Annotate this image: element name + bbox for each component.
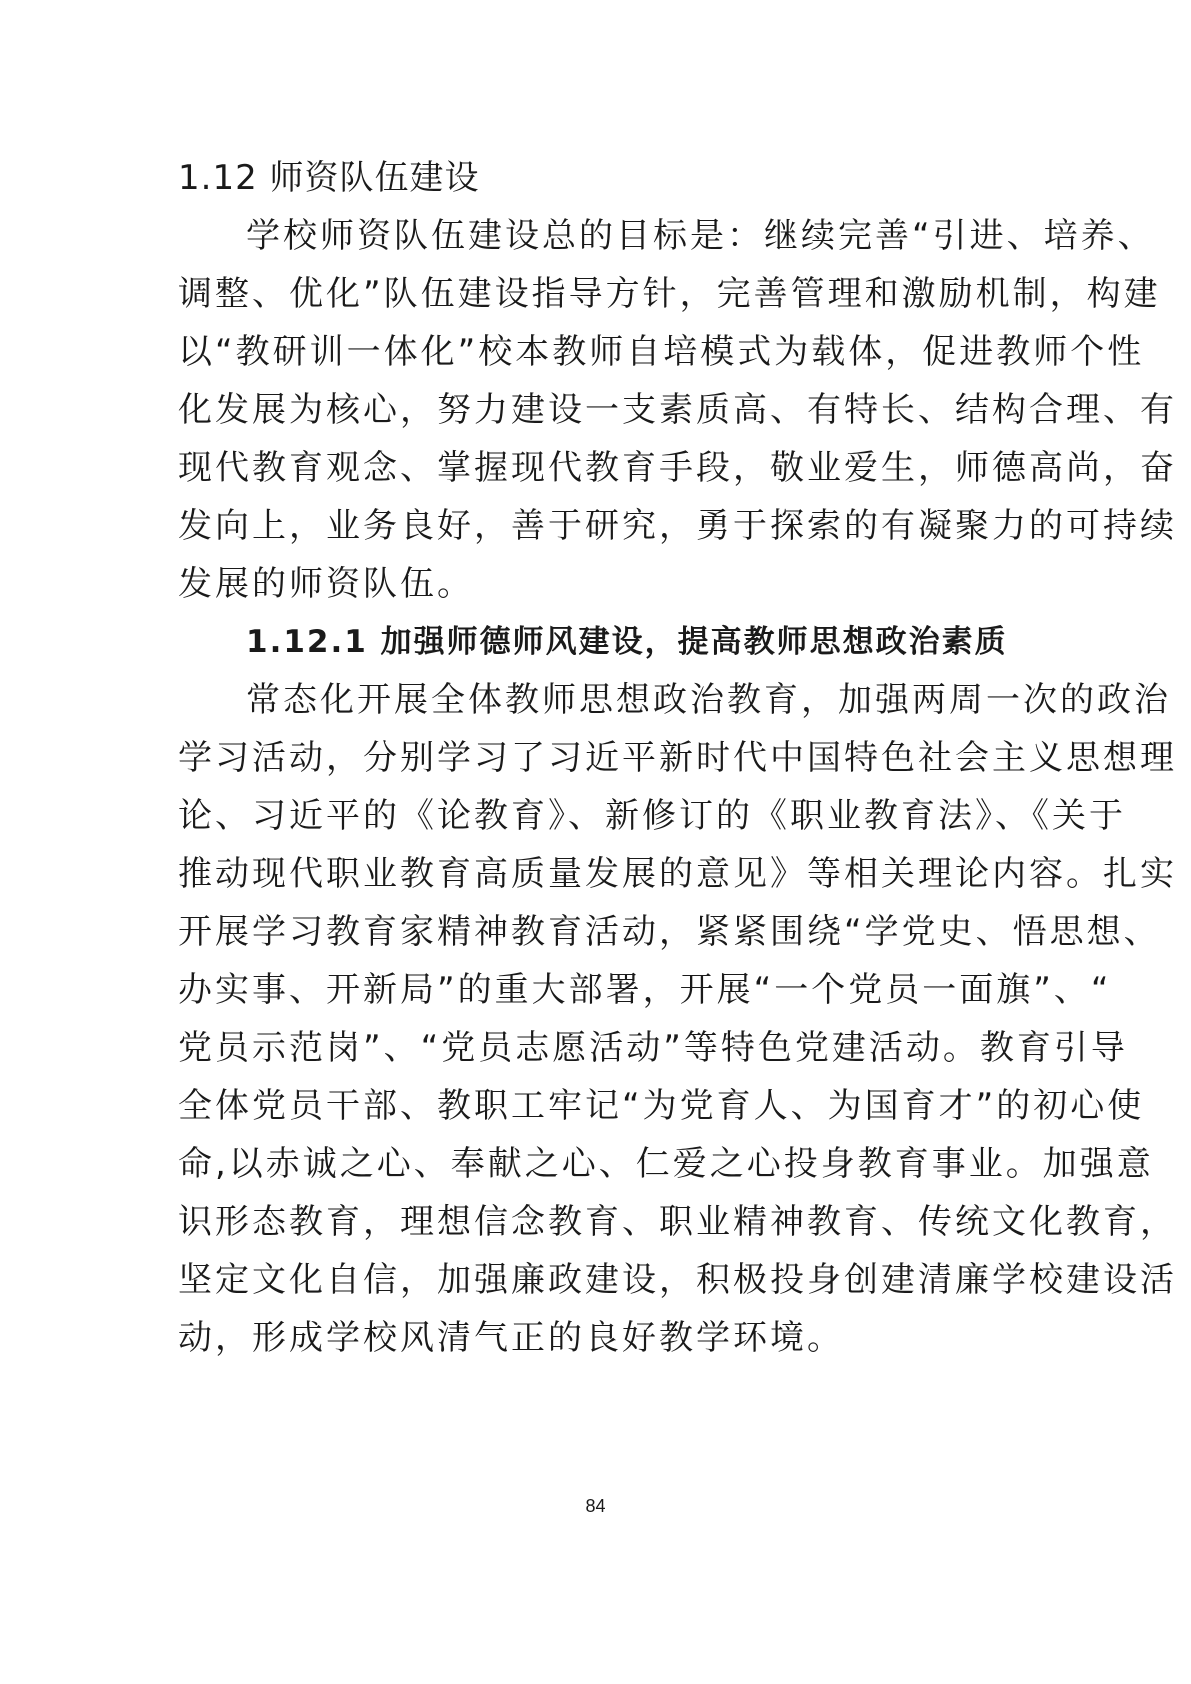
paragraph-line: 发向上，业务良好，善于研究，勇于探索的有凝聚力的可持续 (178, 506, 1177, 546)
section-heading: 1.12 师资队伍建设 (178, 158, 480, 198)
page-number: 84 (585, 1496, 606, 1516)
paragraph-line: 常态化开展全体教师思想政治教育，加强两周一次的政治 (246, 680, 1171, 720)
paragraph-line: 化发展为核心，努力建设一支素质高、有特长、结构合理、有 (178, 390, 1177, 430)
paragraph-line: 现代教育观念、掌握现代教育手段，敬业爱生，师德高尚，奋 (178, 448, 1177, 488)
paragraph-line: 调整、优化”队伍建设指导方针，完善管理和激励机制，构建 (178, 274, 1161, 314)
paragraph-line: 识形态教育，理想信念教育、职业精神教育、传统文化教育， (178, 1202, 1177, 1242)
paragraph-line: 学校师资队伍建设总的目标是：继续完善“引进、培养、 (246, 216, 1155, 256)
paragraph-line: 以“教研训一体化”校本教师自培模式为载体，促进教师个性 (178, 332, 1145, 372)
paragraph-line: 办实事、开新局”的重大部署，开展“一个党员一面旗”、“ (178, 970, 1112, 1010)
subsection-heading: 1.12.1 加强师德师风建设，提高教师思想政治素质 (246, 624, 1008, 660)
paragraph-line: 发展的师资队伍。 (178, 564, 474, 604)
paragraph-line: 开展学习教育家精神教育活动，紧紧围绕“学党史、悟思想、 (178, 912, 1161, 952)
paragraph-line: 命,以赤诚之心、奉献之心、仁爱之心投身教育事业。加强意 (178, 1144, 1154, 1184)
paragraph-line: 党员示范岗”、“党员志愿活动”等特色党建活动。教育引导 (178, 1028, 1128, 1068)
paragraph-line: 论、习近平的《论教育》、新修订的《职业教育法》、《关于 (178, 796, 1126, 836)
paragraph-line: 推动现代职业教育高质量发展的意见》等相关理论内容。扎实 (178, 854, 1177, 894)
paragraph-line: 动，形成学校风清气正的良好教学环境。 (178, 1318, 844, 1358)
paragraph-line: 坚定文化自信，加强廉政建设，积极投身创建清廉学校建设活 (178, 1260, 1177, 1300)
paragraph-line: 学习活动，分别学习了习近平新时代中国特色社会主义思想理 (178, 738, 1177, 778)
paragraph-line: 全体党员干部、教职工牢记“为党育人、为国育才”的初心使 (178, 1086, 1145, 1126)
